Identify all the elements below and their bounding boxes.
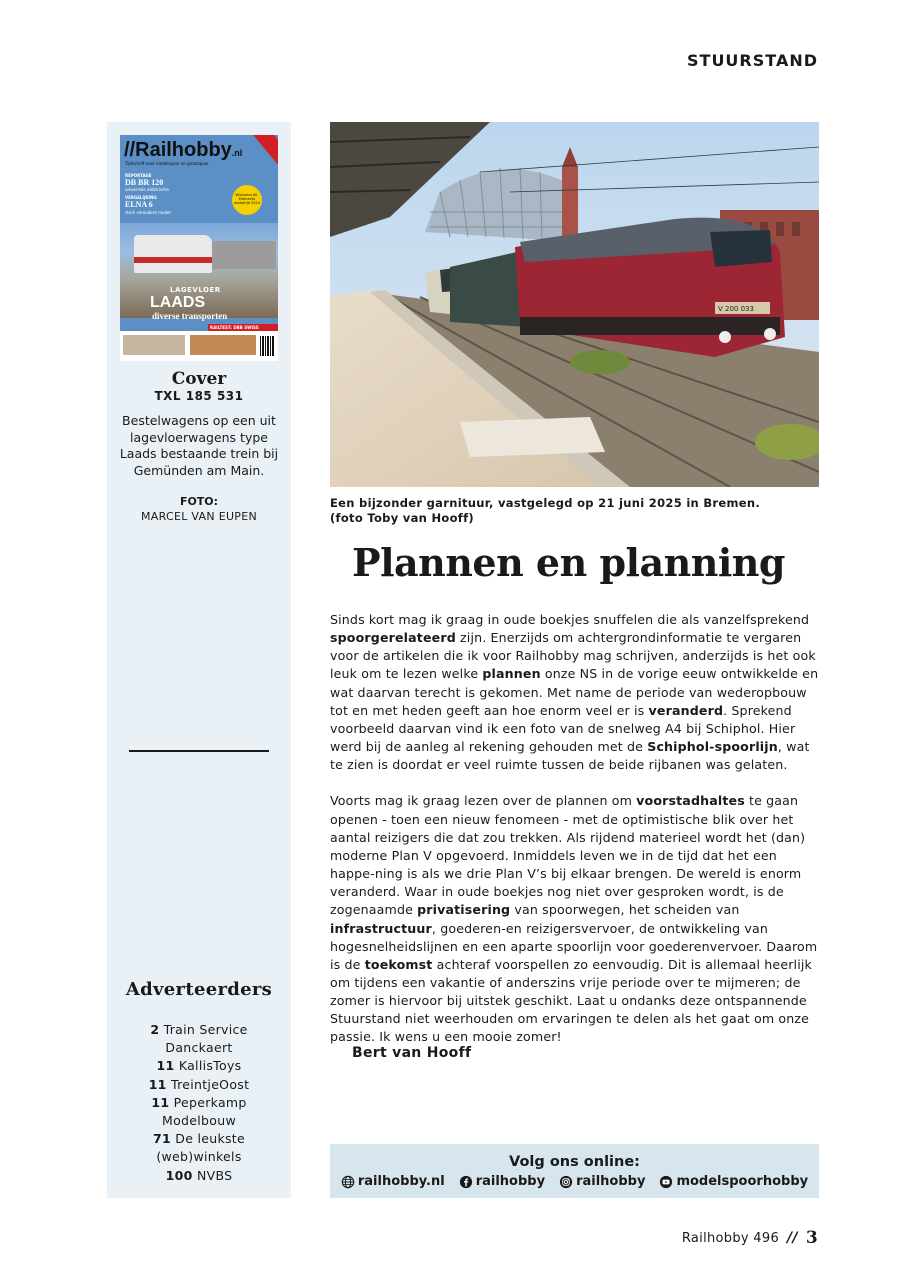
globe-icon [341, 1175, 355, 1189]
caption-credit: (foto Toby van Hooff) [330, 511, 474, 525]
cover-tagline: Tijdschrift voor modelspoor en grootspoor [125, 161, 209, 166]
cover-redbar: RAILTEST: DBB SWISS [208, 324, 278, 331]
photo-credit-name: MARCEL VAN EUPEN [140, 510, 258, 523]
cover-badge: Winnaars All-Elements wedstrijd 2024 [232, 185, 262, 215]
cover-head1: DB BR 120 [125, 178, 164, 187]
youtube-icon [659, 1175, 673, 1189]
cover-wagons [212, 241, 276, 269]
instagram-icon [559, 1175, 573, 1189]
advertiser-item: 11 TreintjeOost [148, 1076, 250, 1092]
article-paragraph: Voorts mag ik graag lezen over de plannen om voorstadhaltes te gaan openen - toen een nieuw fenomeen - met de optimistische blik over het aantal reizigers die dat zou trekken. Als rijdend materieel wordt het (dan) moderne Plan V opgevoerd. Inmiddels leven we in de tijd dat het een happe-ning is als we drie Plan V’s bij elkaar brengen. De wereld is enorm veranderd. Waar in oude boekjes nog niet over gesproken wordt, is de zogenaamde privatisering van spoorwegen, het scheiden van infrastructuur, goederen-en reizigersvervoer, de ontwikkeling van hogesnelheidslijnen en een aparte spoorlijn voor goederenvervoer. Daarom is de toekomst achteraf voorspellen zo eenvoudig. Dit is allemaal heerlijk om tijdens een vakantie of anderszins vrije periode over te mijmeren; de zomer is hiervoor bij uitstek geschikt. Laat u ondanks deze ontspannende Stuurstand niet weerhouden om ervaringen te delen als het gaat om onze passie. Ik wens u een mooie zomer! [330, 793, 818, 1045]
cover-thumbnail [190, 335, 256, 355]
train-station-photo [330, 122, 819, 487]
instagram-label: railhobby [576, 1174, 646, 1189]
loco-number-plate: V 200 033 [718, 305, 754, 313]
social-links [330, 1174, 819, 1189]
cover-thumbnail [123, 335, 185, 355]
website-link[interactable] [341, 1174, 445, 1189]
caption-text: Een bijzonder garnituur, vastgelegd op 21 juni 2025 in Bremen. [330, 496, 761, 510]
cover-head2: ELNA 6 [125, 200, 153, 209]
article-body [330, 611, 822, 1047]
youtube-label: modelspoorhobby [676, 1174, 809, 1189]
article-photo [330, 122, 819, 487]
cover-sub1: LAGEVLOER [170, 286, 221, 294]
cover-image [120, 135, 278, 361]
facebook-link[interactable] [459, 1174, 545, 1189]
section-label: STUURSTAND [687, 51, 818, 70]
photo-credit-label: FOTO: [179, 495, 219, 508]
cover-head1-label: REPORTAGE [125, 173, 152, 178]
cover-locomotive-stripe [134, 257, 212, 263]
cover-head1-sub: universele elektrische [125, 187, 169, 192]
footer-separator: // [787, 1230, 798, 1246]
cover-sub2: diverse transporten [152, 311, 228, 321]
barcode-icon [260, 336, 274, 356]
article-author: Bert van Hooff [352, 1045, 472, 1061]
photo-caption [330, 496, 819, 526]
cover-main-title: LAADS [150, 294, 206, 311]
youtube-link[interactable] [659, 1174, 808, 1189]
follow-online-box [330, 1144, 819, 1198]
instagram-link[interactable] [559, 1174, 645, 1189]
article-headline: Plannen en planning [352, 540, 785, 585]
cover-head2-label: VERGELIJKING [125, 195, 157, 200]
sidebar-divider [129, 750, 269, 752]
page-number: 3 [805, 1228, 818, 1248]
magazine-issue: Railhobby 496 [681, 1230, 780, 1246]
facebook-label: railhobby [475, 1174, 546, 1189]
cover-head2-sub: sterk verouderd model [125, 210, 171, 215]
cover-locomotive [134, 235, 212, 273]
website-label: railhobby.nl [357, 1174, 445, 1189]
follow-title: Volg ons online: [509, 1154, 640, 1170]
advertiser-item: 100 NVBS [165, 1167, 233, 1183]
advertiser-item: 71 De leukste (web)winkels [153, 1131, 245, 1165]
cover-description: Bestelwagens op een uit lagevloerwagens type Laads bestaande trein bij Gemünden am Main. [119, 413, 279, 478]
advertiser-item: 11 KallisToys [156, 1058, 242, 1074]
cover-logo: //Railhobby.nl [124, 139, 243, 161]
advertisers-list [127, 1021, 271, 1185]
advertiser-item: 2 Train Service Danckaert [150, 1022, 248, 1056]
advertisers-title: Adverteerders [125, 979, 273, 1000]
facebook-icon [459, 1175, 473, 1189]
sidebar [107, 122, 291, 1198]
cover-code: TXL 185 531 [154, 389, 244, 403]
cover-title: Cover [171, 369, 227, 389]
article-paragraph: Sinds kort mag ik graag in oude boekjes snuffelen die als vanzelfsprekend spoorgerelateerd zijn. Enerzijds om achtergrondinformatie te vergaren voor de artikelen die ik voor Railhobby mag schrijven, anderzijds is het ook leuk om te lezen welke plannen onze NS in de vorige eeuw ontwikkelde en wat daarvan terecht is gekomen. Met name de periode van wederopbouw tot en met heden geeft aan hoe enorm veel er is veranderd. Sprekend voorbeeld daarvan vind ik een foto van de snelweg A4 bij Schiphol. Hier werd bij de aanleg al rekening gehouden met de Schiphol-spoorlijn, wat te zien is doordat er veel ruimte tussen de beide rijbanen was gelaten. [330, 612, 819, 773]
page-footer [682, 1228, 818, 1248]
advertiser-item: 11 Peperkamp Modelbouw [151, 1094, 247, 1129]
cover-corner-ribbon [253, 135, 278, 165]
